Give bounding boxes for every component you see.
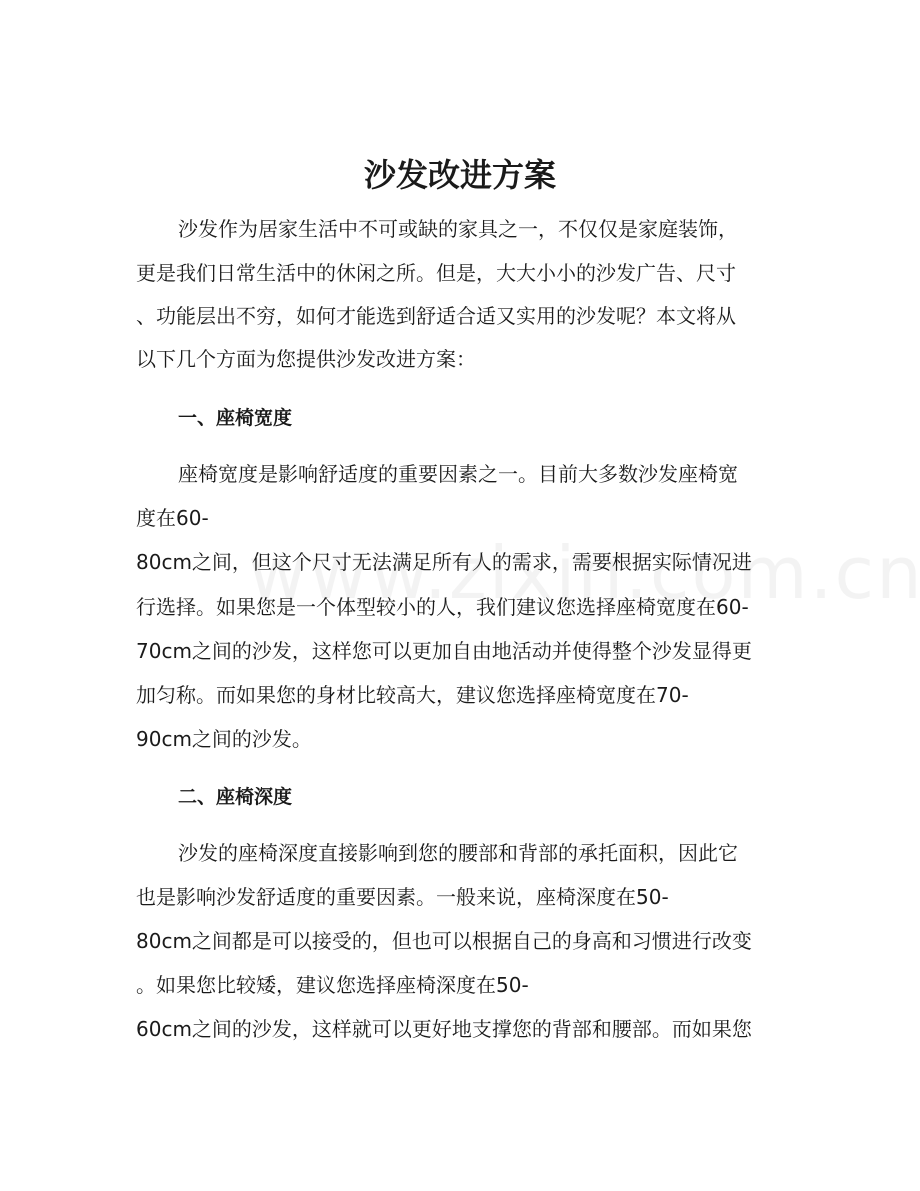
intro-line-3: 、功能层出不穷，如何才能选到舒适合适又实用的沙发呢？本文将从 (136, 304, 736, 328)
section1-heading: 一、座椅宽度 (178, 407, 293, 429)
section2-line-3: 80cm之间都是可以接受的，但也可以根据自己的身高和习惯进行改变 (136, 929, 752, 953)
intro-line-4: 以下几个方面为您提供沙发改进方案： (136, 347, 476, 371)
section2-heading: 二、座椅深度 (178, 786, 293, 808)
section1-line-1: 座椅宽度是影响舒适度的重要因素之一。目前大多数沙发座椅宽 (178, 462, 738, 486)
section1-line-6: 加匀称。而如果您的身材比较高大，建议您选择座椅宽度在70- (136, 683, 689, 707)
section2-line-1: 沙发的座椅深度直接影响到您的腰部和背部的承托面积，因此它 (178, 841, 738, 865)
section1-line-2: 度在60- (136, 506, 209, 530)
section1-line-4: 行选择。如果您是一个体型较小的人，我们建议您选择座椅宽度在60- (136, 595, 749, 619)
intro-line-1: 沙发作为居家生活中不可或缺的家具之一，不仅仅是家庭装饰， (178, 217, 738, 241)
section1-line-5: 70cm之间的沙发，这样您可以更加自由地活动并使得整个沙发显得更 (136, 639, 752, 663)
section2-line-5: 60cm之间的沙发，这样就可以更好地支撑您的背部和腰部。而如果您 (136, 1017, 752, 1041)
section1-line-7: 90cm之间的沙发。 (136, 727, 312, 751)
section2-line-2: 也是影响沙发舒适度的重要因素。一般来说，座椅深度在50- (136, 885, 669, 909)
intro-line-2: 更是我们日常生活中的休闲之所。但是，大大小小的沙发广告、尺寸 (136, 261, 736, 285)
document-title: 沙发改进方案 (363, 156, 556, 194)
section2-line-4: 。如果您比较矮，建议您选择座椅深度在50- (136, 973, 529, 997)
section1-line-3: 80cm之间，但这个尺寸无法满足所有人的需求，需要根据实际情况进 (136, 550, 752, 574)
